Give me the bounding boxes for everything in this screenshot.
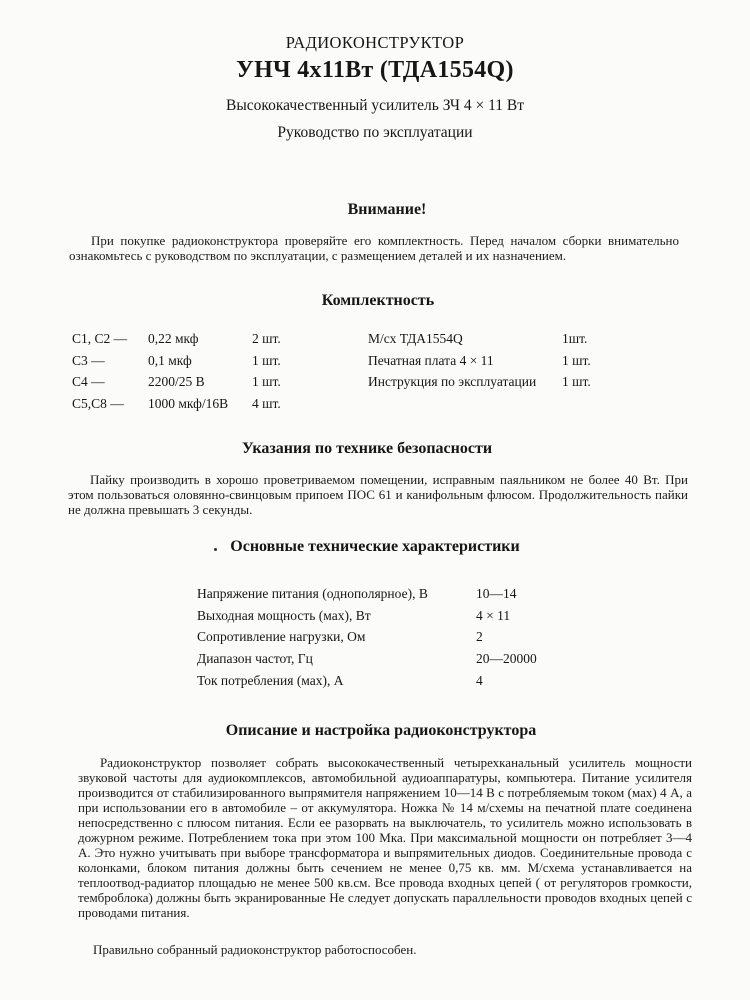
kit-ref: С5,С8 —	[72, 396, 124, 411]
spec-row	[197, 629, 483, 645]
description-text	[78, 755, 692, 920]
kit-qty: 1 шт.	[562, 374, 591, 389]
spec-label: Диапазон частот, Гц	[197, 651, 313, 666]
spec-value: 10—14	[476, 586, 517, 601]
kit-qty: 1шт.	[562, 331, 588, 346]
kit-item: Инструкция по эксплуатации	[368, 374, 537, 389]
spec-value: 20—20000	[476, 651, 537, 666]
spec-value: 2	[476, 629, 483, 644]
kit-value: 2200/25 В	[148, 374, 205, 389]
specs-heading: Основные технические характеристики	[230, 538, 520, 555]
kit-value: 0,1 мкф	[148, 353, 192, 368]
kit-item: М/сх ТДА1554Q	[368, 331, 463, 346]
spec-row	[197, 608, 511, 624]
spec-label: Выходная мощность (мах), Вт	[197, 608, 371, 623]
kit-qty: 2 шт.	[252, 331, 281, 346]
kit-kicker: РАДИОКОНСТРУКТОР	[285, 33, 465, 52]
kit-heading: Комплектность	[321, 292, 435, 309]
spec-row	[197, 673, 483, 689]
spec-label: Сопротивление нагрузки, Ом	[197, 629, 366, 644]
kit-item: Печатная плата 4 × 11	[368, 353, 494, 368]
spec-row	[197, 651, 537, 667]
kit-qty: 1 шт.	[562, 353, 591, 368]
description-text-body: Радиоконструктор позволяет собрать высококачественный четырехканальный усилитель мощности звуковой частоты для аудиокомплексов, автомобильной аудиоаппаратуры, компьютера. Питание усилителя производится от стабилизированного выпрямителя напряжением 10—14 В с потребляемым током (мах) 4 А, а при использовании его в автомобиле – от аккумулятора. Ножка № 14 м/схемы на печатной плате соединена непосредственно с плюсом питания. Если ее разорвать на выключатель, то усилитель можно использовать в дожурном режиме. Потреблением тока при этом 100 Мка. При максимальной мощности он потребляет 3—4 А. Это нужно учитывать при выборе трансформатора и выпрямительных диодов. Соединительные провода с колонками, блоком питания должны быть сечением не менее 0,75 кв. мм. М/схема устанавливается на теплоотвод-радиатор площадью не менее 500 кв.см. Все провода входных цепей ( от регуляторов громкости, темброблока) должны быть экранированные Не следует допускать параллельности проводов входных цепей с проводами питания.	[78, 755, 692, 920]
spec-value: 4 × 11	[476, 608, 511, 623]
spec-label: Ток потребления (мах), А	[197, 673, 344, 688]
description-final: Правильно собранный радиоконструктор работоспособен.	[93, 942, 417, 957]
kit-value: 0,22 мкф	[148, 331, 199, 346]
spec-label: Напряжение питания (однополярное), В	[197, 586, 428, 601]
spec-value: 4	[476, 673, 483, 688]
kit-value: 1000 мкф/16В	[148, 396, 229, 411]
safety-text-body: Пайку производить в хорошо проветриваемом помещении, исправным паяльником не более 40 Вт. При этом пользоваться оловянно-свинцовым припоем ПОС 61 и канифольным флюсом. Продолжительность пайки не должна превышать 3 секунды.	[68, 472, 688, 517]
kit-qty: 1 шт.	[252, 374, 281, 389]
kit-qty: 1 шт.	[252, 353, 281, 368]
kit-ref: С4 —	[72, 374, 105, 389]
manual-caption: Руководство по эксплуатации	[277, 124, 473, 141]
description-heading: Описание и настройка радиоконструктора	[225, 722, 537, 739]
page-subtitle: Высококачественный усилитель ЗЧ 4 × 11 Вт	[226, 97, 524, 114]
spec-row	[197, 586, 517, 602]
attention-text	[69, 233, 679, 263]
attention-heading: Внимание!	[347, 201, 427, 218]
kit-ref: С1, С2 —	[72, 331, 128, 346]
safety-text	[68, 472, 688, 517]
kit-qty: 4 шт.	[252, 396, 281, 411]
page-title: УНЧ 4х11Вт (ТДА1554Q)	[236, 57, 514, 83]
kit-ref: С3 —	[72, 353, 105, 368]
safety-heading: Указания по технике безопасности	[241, 440, 493, 457]
attention-text-body: При покупке радиоконструктора проверяйте его комплектность. Перед началом сборки внимательно ознакомьтесь с руководством по эксплуатации, с размещением деталей и их назначением.	[69, 233, 679, 263]
